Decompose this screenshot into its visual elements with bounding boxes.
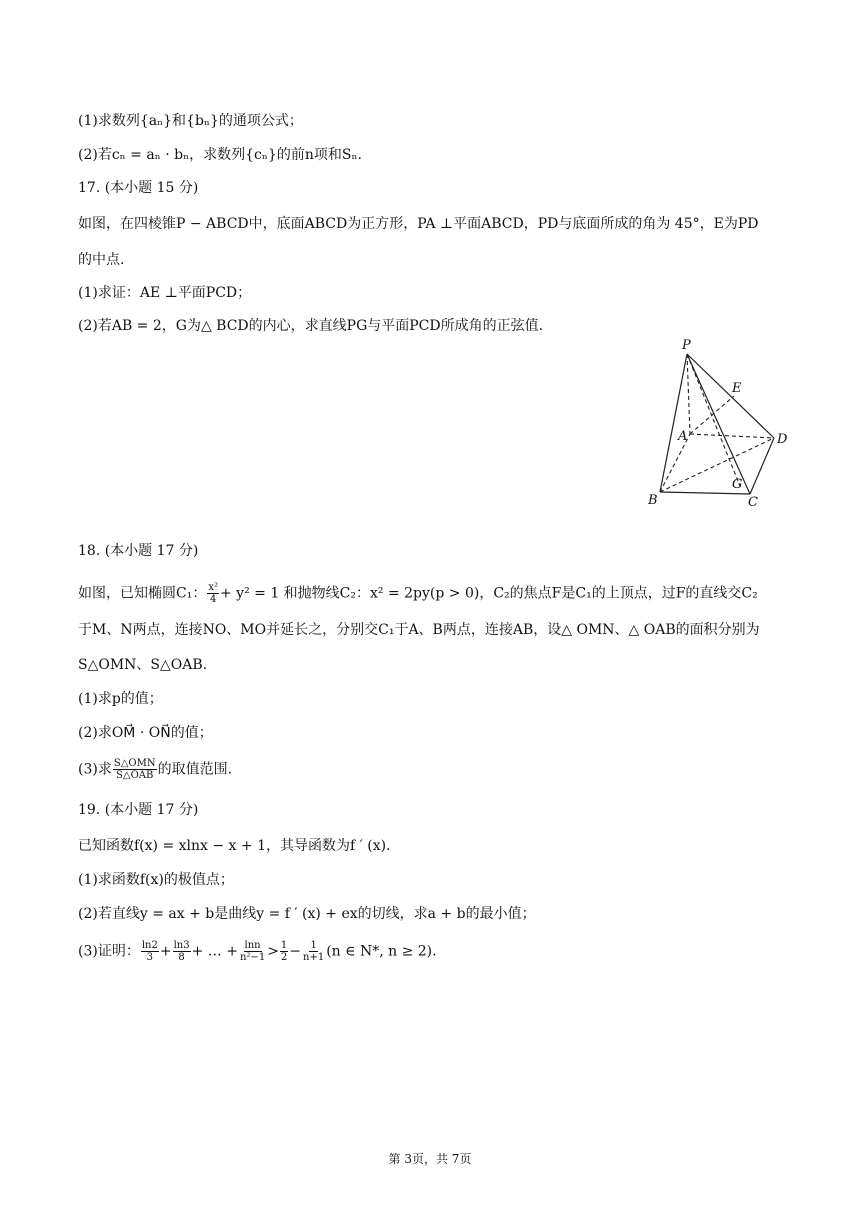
frac-ln3-den: 8	[178, 952, 185, 963]
ellipse-fraction	[207, 582, 219, 605]
frac-lnn-num: lnn	[244, 940, 261, 951]
q18-heading: 18. (本小题 17 分)	[78, 543, 199, 559]
q18-p3-suffix: 的取值范围.	[157, 761, 233, 778]
frac-lnn	[239, 940, 266, 963]
q18-stem-text-a: 如图，已知椭圆C₁：	[78, 585, 207, 602]
frac-ln2-den: 3	[146, 952, 154, 963]
label-c: C	[748, 495, 758, 510]
ellipsis-sum: + … +	[191, 943, 238, 960]
q18-p3-prefix: (3)求	[78, 761, 112, 778]
q18-part1: (1)求p的值；	[78, 691, 163, 707]
page-footer: 第 3页，共 7页	[388, 1152, 472, 1166]
q18-part2: (2)求OM⃗ · ON⃗的值；	[78, 725, 213, 741]
q17-stem-line1: 如图，在四棱锥P − ABCD中，底面ABCD为正方形，PA ⊥平面ABCD，PD与底面所成的角为 45°，E为PD	[78, 216, 759, 232]
q17-stem-line2: 的中点.	[78, 252, 125, 268]
ellipse-frac-num: x²	[208, 582, 218, 593]
plus-sign: +	[159, 943, 172, 960]
q19-part1: (1)求函数f(x)的极值点；	[78, 872, 234, 888]
frac-recip-num: 1	[310, 940, 317, 951]
label-g: G	[732, 477, 743, 492]
q19-part3	[78, 940, 437, 963]
frac-half-num: 1	[280, 940, 288, 951]
q16-part1: (1)求数列{aₙ}和{bₙ}的通项公式；	[78, 113, 303, 129]
q17-part2: (2)若AB = 2，G为△ BCD的内心，求直线PG与平面PCD所成角的正弦值.	[78, 318, 544, 334]
q19-p3-prefix: (3)证明：	[78, 943, 140, 960]
minus-sign: −	[289, 943, 302, 960]
q19-part2: (2)若直线y = ax + b是曲线y = f ′ (x) + ex的切线，求a + b的最小值；	[78, 906, 536, 922]
q19-stem: 已知函数f(x) = xlnx − x + 1，其导函数为f ′ (x).	[78, 838, 391, 854]
q18-stem-line3: S△OMN、S△OAB.	[78, 657, 208, 673]
frac-half	[280, 940, 288, 963]
q19-p3-condition: (n ∈ N*, n ≥ 2).	[326, 943, 437, 960]
q18-part3	[78, 758, 232, 781]
q18-stem-text-b: + y² = 1 和抛物线C₂：x² = 2py(p > 0)，C₂的焦点F是C₁的上顶点，过F的直线交C₂	[219, 585, 758, 602]
frac-recip-den: n+1	[303, 952, 325, 963]
frac-recip	[302, 940, 325, 963]
ellipse-frac-den: 4	[209, 594, 217, 605]
q19-heading: 19. (本小题 17 分)	[78, 802, 199, 818]
q16-part2: (2)若cₙ = aₙ · bₙ，求数列{cₙ}的前n项和Sₙ.	[78, 147, 362, 163]
area-ratio-num: S△OMN	[113, 758, 156, 769]
frac-ln3-num: ln3	[173, 940, 190, 951]
label-b: B	[648, 493, 658, 508]
area-ratio-fraction	[113, 758, 157, 781]
label-e: E	[732, 381, 742, 396]
frac-ln3	[173, 940, 191, 963]
label-a: A	[678, 429, 688, 444]
q18-stem-line2: 于M、N两点，连接NO、MO并延长之，分别交C₁于A、B两点，连接AB，设△ OMN、△ OAB的面积分别为	[78, 622, 760, 638]
frac-lnn-den: n²−1	[239, 952, 266, 963]
pyramid-figure	[640, 334, 820, 514]
greater-than: >	[267, 943, 279, 960]
q17-part1: (1)求证：AE ⊥平面PCD；	[78, 285, 252, 301]
frac-ln2	[141, 940, 159, 963]
q18-stem-line1	[78, 582, 758, 605]
label-d: D	[777, 432, 788, 447]
frac-ln2-num: ln2	[141, 940, 158, 951]
area-ratio-den: S△OAB	[116, 770, 154, 781]
q17-heading: 17. (本小题 15 分)	[78, 180, 199, 196]
frac-half-den: 2	[280, 952, 288, 963]
label-p: P	[682, 338, 691, 353]
